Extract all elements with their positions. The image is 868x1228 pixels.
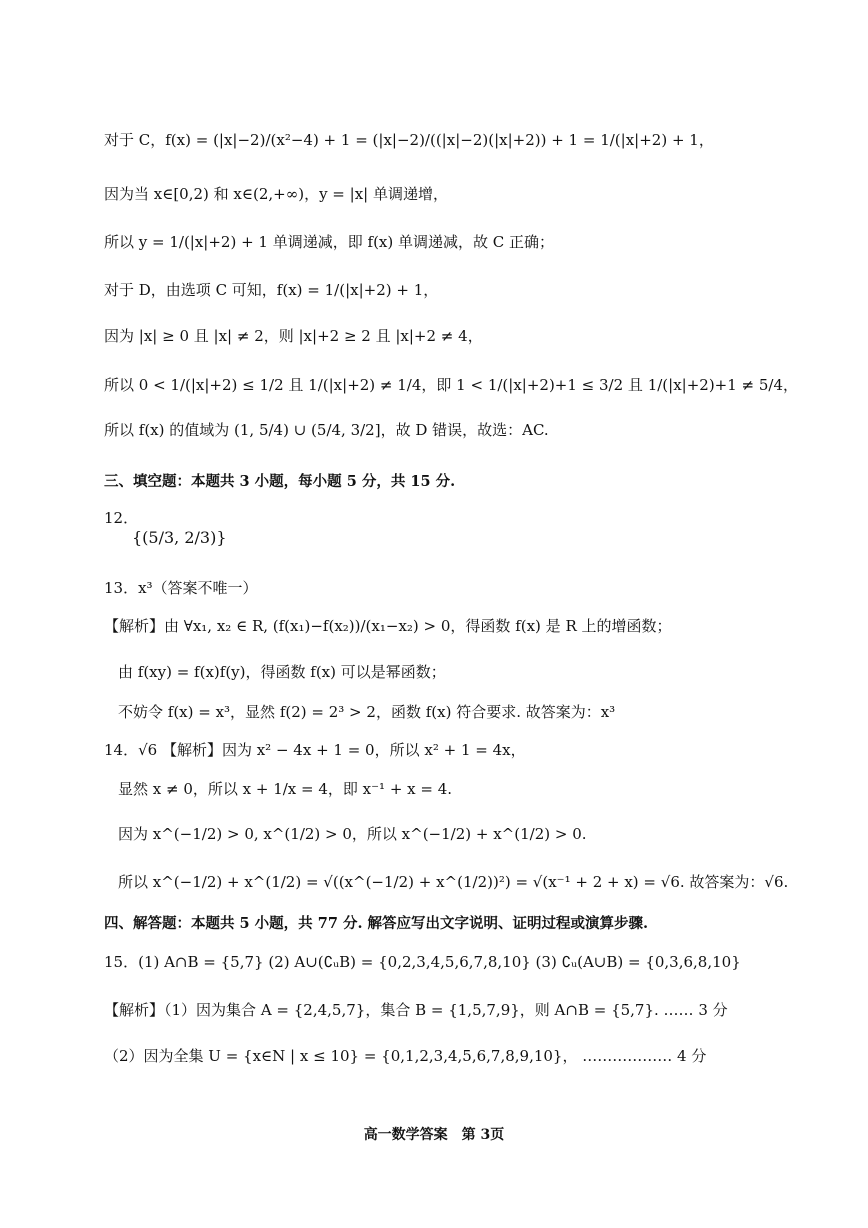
question-14: 14．√6 【解析】因为 x² − 4x + 1 = 0，所以 x² + 1 = 4x， (104, 741, 526, 759)
question-13: 13．x³（答案不唯一） (104, 579, 258, 597)
line-option-d: 对于 D，由选项 C 可知，f(x) = 1/(|x|+2) + 1， (104, 281, 439, 299)
question-15: 15．(1) A∩B = {5,7} (2) A∪(∁ᵤB) = {0,2,3,4,5,6,7,8,10} (3) ∁ᵤ(A∪B) = {0,3,6,8,10} (104, 953, 741, 971)
question-12-answer: {(5/3, 2/3)} (132, 528, 227, 547)
line-decreasing: 所以 y = 1/(|x|+2) + 1 单调递减，即 f(x) 单调递减，故 C 正确； (104, 233, 555, 251)
question-15-part1: 【解析】（1）因为集合 A = {2,4,5,7}，集合 B = {1,5,7,9}，则 A∩B = {5,7}. …… 3 分 (104, 1001, 728, 1019)
question-12-number: 12． (104, 509, 139, 527)
line-range-bounds: 所以 0 < 1/(|x|+2) ≤ 1/2 且 1/(|x|+2) ≠ 1/4，即 1 < 1/(|x|+2)+1 ≤ 3/2 且 1/(|x|+2)+1 ≠ 5/4， (104, 376, 799, 394)
line-option-c: 对于 C，f(x) = (|x|−2)/(x²−4) + 1 = (|x|−2)/((|x|−2)(|x|+2)) + 1 = 1/(|x|+2) + 1， (104, 131, 714, 149)
question-14-step3: 所以 x^(−1/2) + x^(1/2) = √((x^(−1/2) + x^(1/2))²) = √(x⁻¹ + 2 + x) = √6. 故答案为：√6. (118, 873, 789, 891)
line-range-result: 所以 f(x) 的值域为 (1, 5/4) ∪ (5/4, 3/2]，故 D 错误，故选：AC. (104, 421, 549, 439)
line-monotonic: 因为当 x∈[0,2) 和 x∈(2,+∞)，y = |x| 单调递增， (104, 185, 448, 203)
page-footer: 高一数学答案 第 3页 (363, 1127, 505, 1143)
question-15-part2: （2）因为全集 U = {x∈N | x ≤ 10} = {0,1,2,3,4,5,6,7,8,9,10}， ……………… 4 分 (104, 1047, 707, 1065)
section-answers: 四、解答题：本题共 5 小题，共 77 分. 解答应写出文字说明、证明过程或演算步骤. (104, 915, 649, 932)
question-13-analysis: 【解析】由 ∀x₁, x₂ ∈ R, (f(x₁)−f(x₂))/(x₁−x₂) > 0，得函数 f(x) 是 R 上的增函数； (104, 617, 672, 635)
line-abs-cond: 因为 |x| ≥ 0 且 |x| ≠ 2，则 |x|+2 ≥ 2 且 |x|+2 ≠ 4， (104, 327, 483, 345)
question-13-step3: 不妨令 f(x) = x³，显然 f(2) = 2³ > 2，函数 f(x) 符合要求. 故答案为：x³ (118, 703, 616, 721)
question-14-step2: 因为 x^(−1/2) > 0, x^(1/2) > 0，所以 x^(−1/2) + x^(1/2) > 0. (118, 825, 587, 843)
question-14-step1: 显然 x ≠ 0，所以 x + 1/x = 4，即 x⁻¹ + x = 4. (118, 780, 453, 798)
question-13-step2: 由 f(xy) = f(x)f(y)，得函数 f(x) 可以是幂函数； (118, 663, 446, 681)
section-fill-in: 三、填空题：本题共 3 小题，每小题 5 分，共 15 分. (104, 473, 456, 490)
